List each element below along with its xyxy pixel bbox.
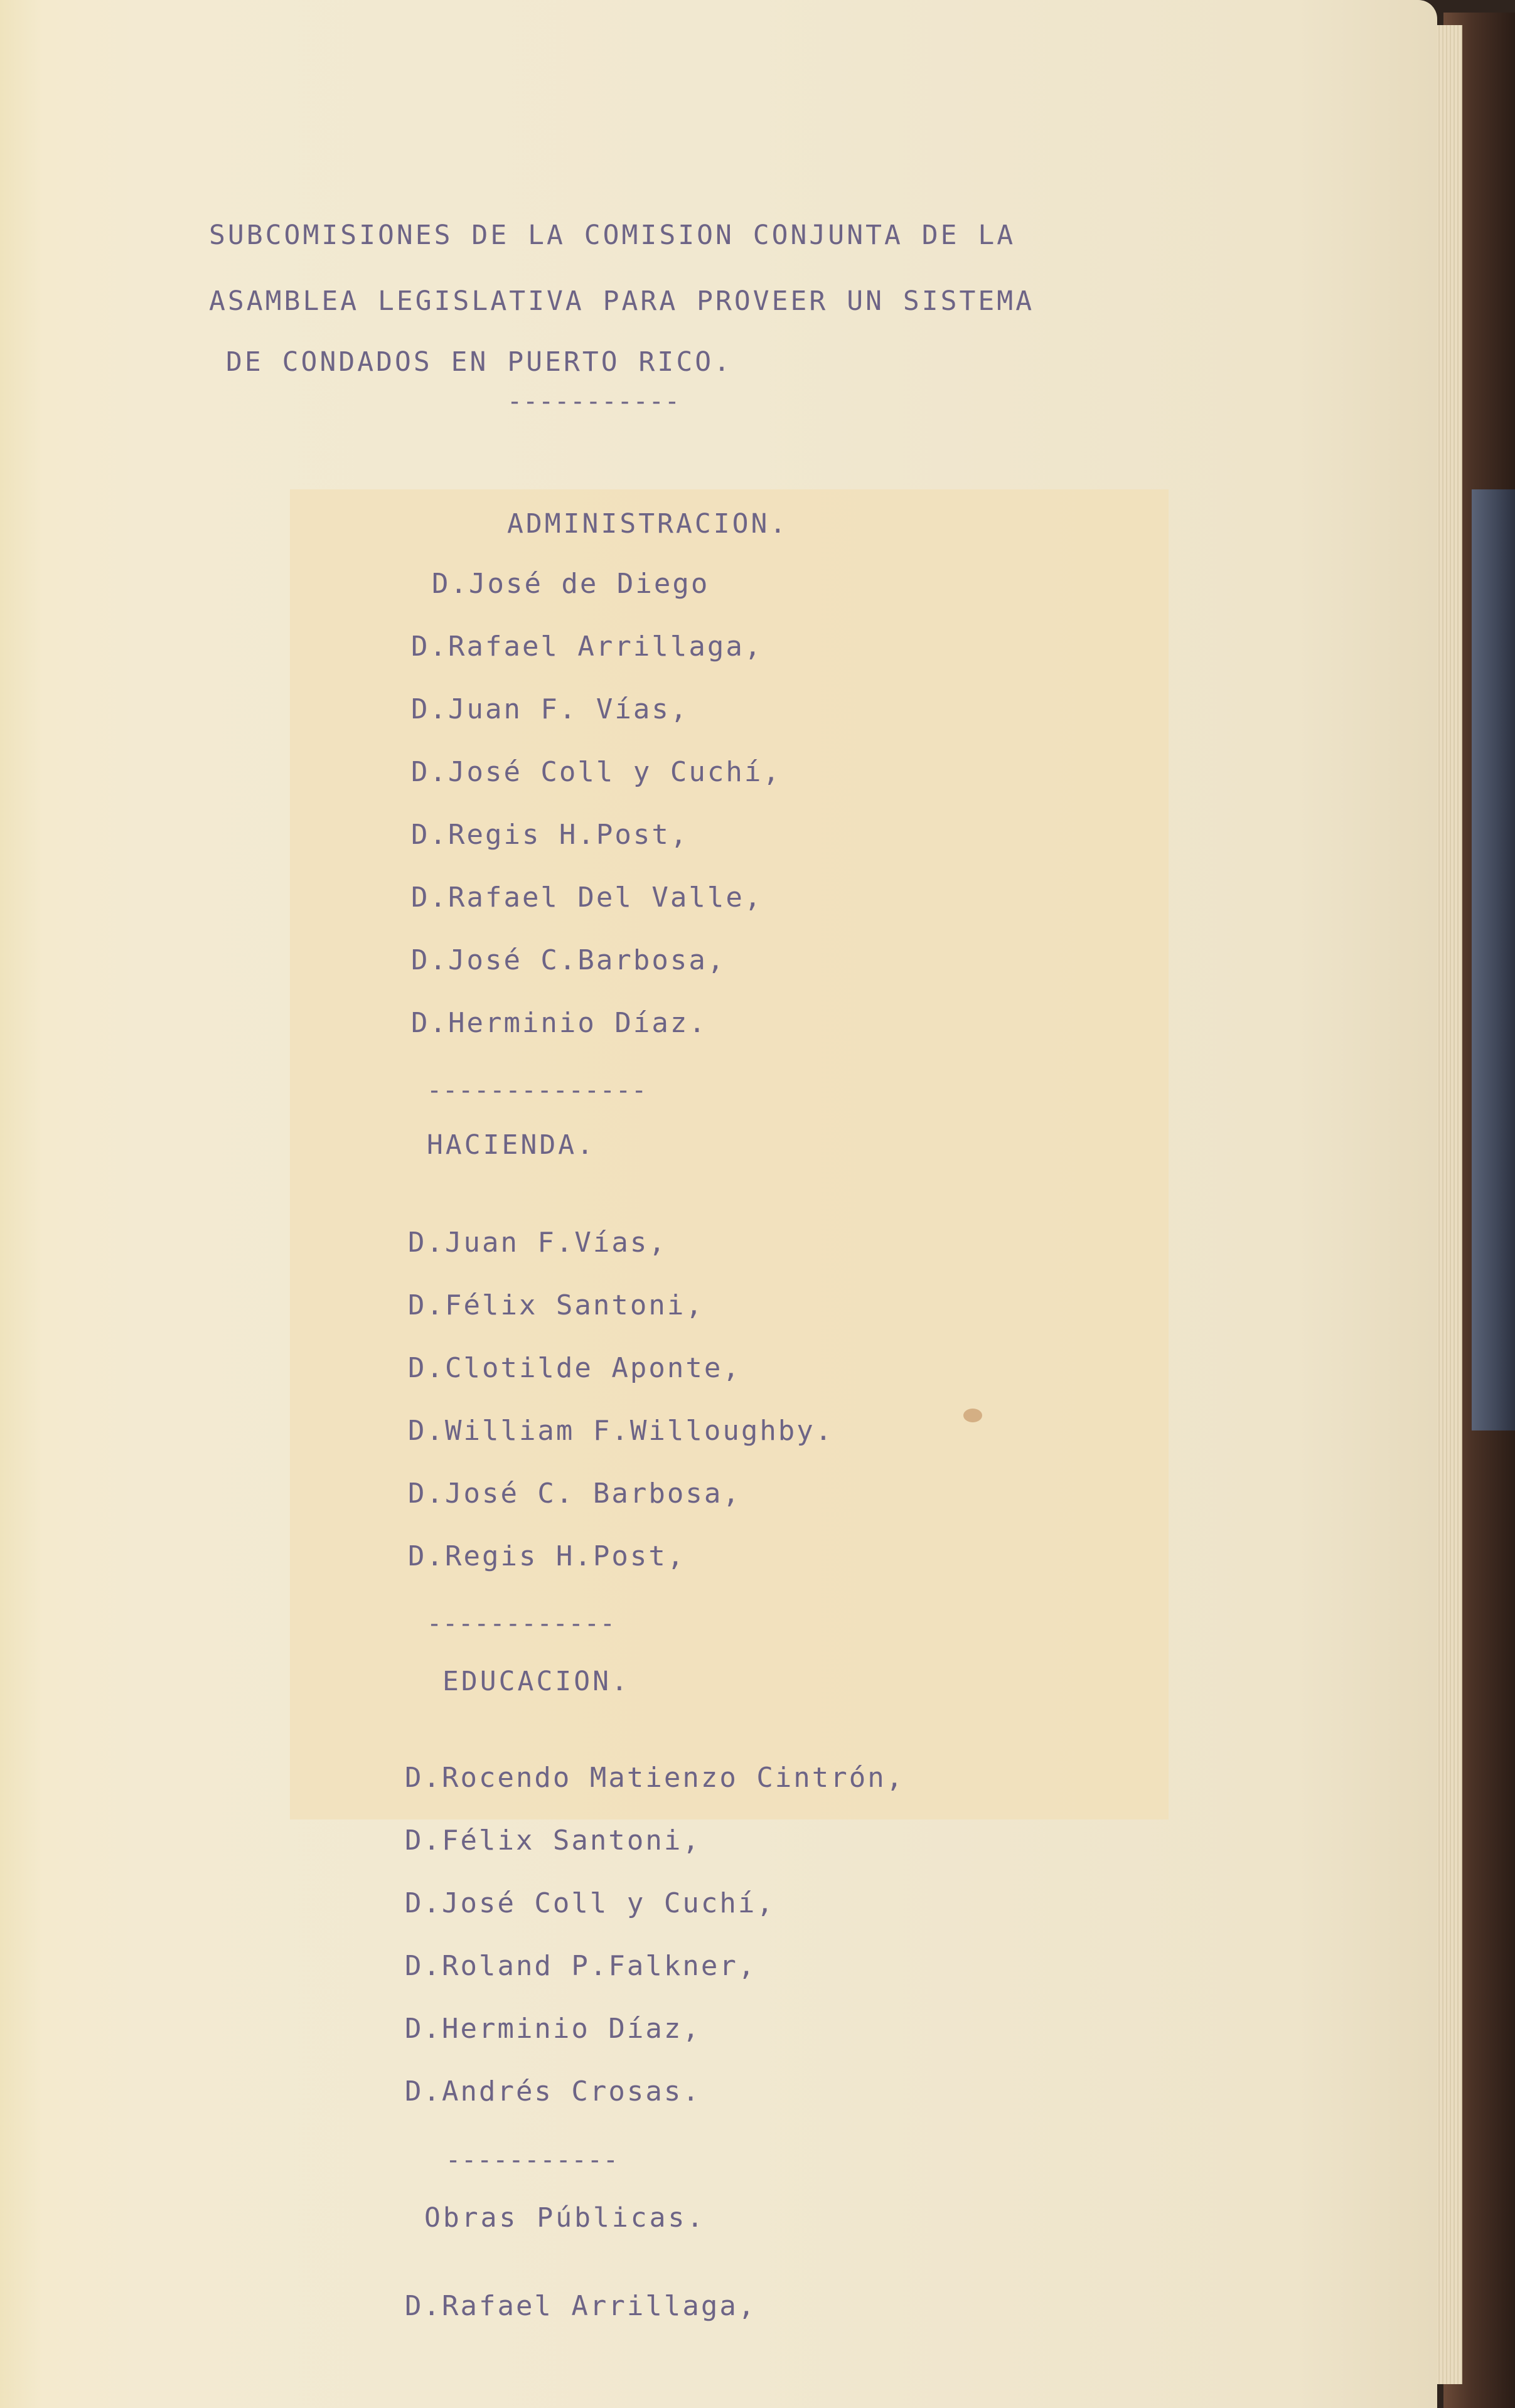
- title-line-2: ASAMBLEA LEGISLATIVA PARA PROVEER UN SISTEMA: [209, 285, 1035, 317]
- member-name: D.Juan F. Vías,: [411, 693, 689, 725]
- member-name: D.William F.Willoughby.: [408, 1415, 834, 1447]
- member-name: D.Herminio Díaz.: [411, 1007, 707, 1039]
- member-name: D.Rafael Arrillaga,: [411, 631, 763, 663]
- section-heading-hacienda: HACIENDA.: [427, 1129, 596, 1161]
- member-name: D.José C.Barbosa,: [411, 944, 726, 976]
- member-name: D.Juan F.Vías,: [408, 1227, 667, 1259]
- title-rule: -----------: [507, 387, 680, 416]
- member-name: D.José de Diego: [432, 568, 710, 600]
- member-name: D.José Coll y Cuchí,: [405, 1887, 775, 1919]
- member-name: D.Roland P.Falkner,: [405, 1950, 757, 1982]
- title-line-1: SUBCOMISIONES DE LA COMISION CONJUNTA DE LA: [209, 220, 1016, 251]
- member-name: D.Regis H.Post,: [411, 819, 689, 851]
- member-name: D.Regis H.Post,: [408, 1540, 686, 1572]
- member-name: D.José Coll y Cuchí,: [411, 756, 781, 788]
- member-name: D.Clotilde Aponte,: [408, 1352, 741, 1384]
- section-rule: --------------: [427, 1076, 648, 1105]
- section-heading-administracion: ADMINISTRACION.: [507, 508, 789, 540]
- member-name: D.Herminio Díaz,: [405, 2013, 701, 2045]
- member-name: D.Rafael Arrillaga,: [405, 2290, 757, 2322]
- title-line-3: DE CONDADOS EN PUERTO RICO.: [226, 346, 732, 378]
- ink-stain: [963, 1409, 982, 1422]
- member-name: D.José C. Barbosa,: [408, 1478, 741, 1510]
- member-name: D.Félix Santoni,: [405, 1825, 701, 1857]
- member-name: D.Rocendo Matienzo Cintrón,: [405, 1762, 905, 1794]
- section-heading-obras-publicas: Obras Públicas.: [424, 2202, 706, 2234]
- member-name: D.Félix Santoni,: [408, 1289, 704, 1321]
- section-heading-educacion: EDUCACION.: [442, 1666, 630, 1697]
- binding-cloth: [1472, 489, 1515, 1430]
- section-rule: -----------: [446, 2146, 619, 2175]
- member-name: D.Rafael Del Valle,: [411, 882, 763, 914]
- section-rule: ------------: [427, 1609, 616, 1638]
- member-name: D.Andrés Crosas.: [405, 2075, 701, 2107]
- pasted-paper-slip: [290, 489, 1169, 1819]
